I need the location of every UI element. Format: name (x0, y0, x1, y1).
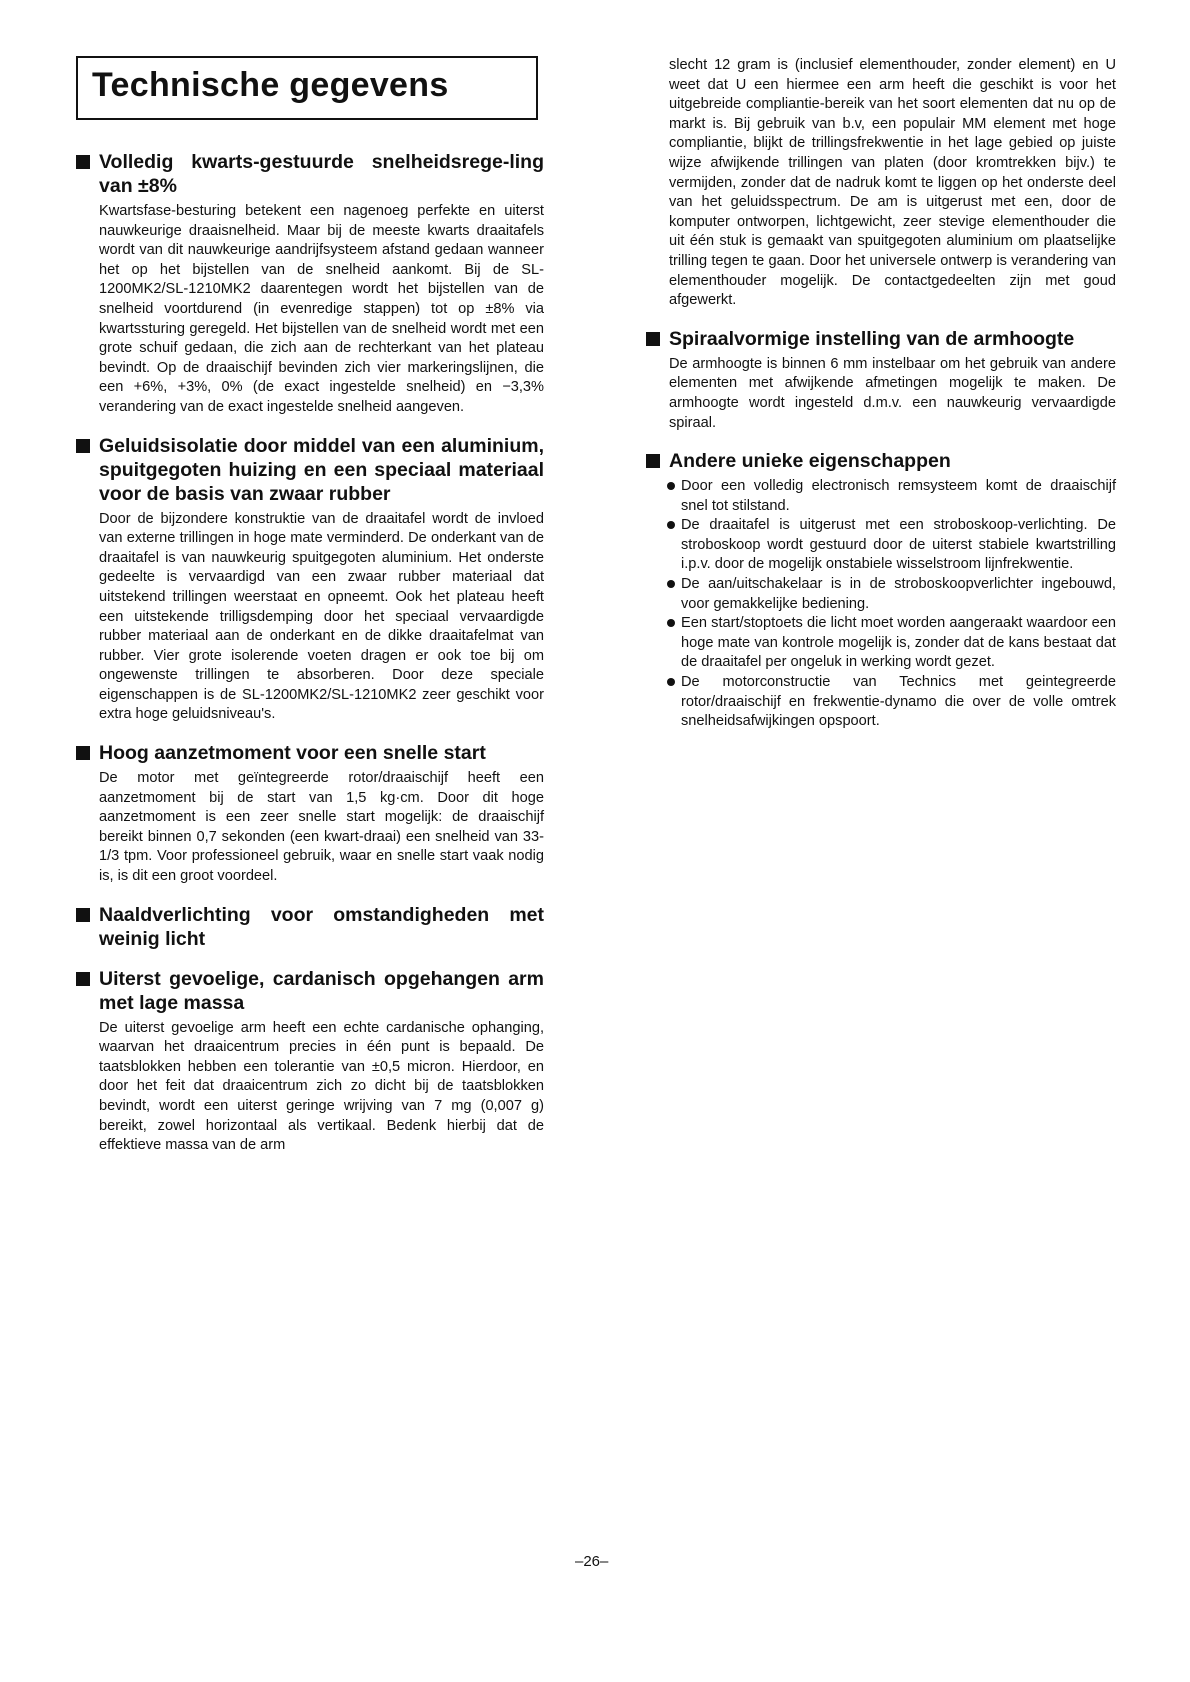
section-arm (76, 967, 544, 1156)
section-heading: Volledig kwarts-gestuurde snelheidsrege-ling van ±8% (99, 151, 544, 197)
right-column (646, 56, 1116, 748)
section-armhoogte (646, 327, 1116, 433)
bullet-dot-icon (667, 619, 675, 627)
section-arm-continued (646, 56, 1116, 311)
list-item: Door een volledig electronisch remsysteem komt de draaischijf snel tot stilstand. (665, 477, 1116, 516)
square-bullet-icon (646, 332, 660, 346)
section-text: Door de bijzondere konstruktie van de draaitafel wordt de invloed van externe trillingen in hoge mate verminderd. De onderkant van de draaitafel is van nauwkeurig spuitgegoten aluminium. Het onderste gedeelte is vervaardigd van een zwaar rubber materiaal dat uitstekend trillingen weerstaat en opneemt. Ook het plateau heeft een uitstekende trilligsdemping door het speciaal vervaardigde rubber materiaal aan de onderkant en de dikke draaitafelmat van rubber. Vier grote isolerende voeten dragen er ook toe bij om ongewenste trillingen te absorberen. Door deze speciale eigenschappen is de SL-1200MK2/SL-1210MK2 zeer geschikt voor extra hoge geluidsniveau's. (99, 510, 544, 723)
section-text: Kwartsfase-besturing betekent een nagenoeg perfekte en uiterst nauwkeurige draaisnelheid. Maar bij de meeste kwarts draaitafels wordt van dit nauwkeurige aandrijfsysteem afstand gedaan wanneer het op het bijstellen van de snelheid aankomt. Bij de SL-1200MK2/SL-1210MK2 daarentegen wordt het bijstellen van de snelheid voortdurend (in evenredige stappen) tot op ±8% via kwartssturing geregeld. Het bijstellen van de snelheid wordt met een grote schuif gedaan, die zich aan de rechterkant van het plateau bevindt. Op de draaischijf bevinden zich vier markeringslijnen, die een +6%, +3%, 0% (de exact ingestelde snelheid) en −3,3% verandering van de exact ingestelde snelheid aangeven. (99, 203, 544, 415)
bullet-dot-icon (667, 580, 675, 588)
square-bullet-icon (76, 908, 90, 922)
square-bullet-icon (76, 972, 90, 986)
section-eigenschappen (646, 449, 1116, 732)
page-number: –26– (575, 1553, 609, 1570)
section-naaldverlichting (76, 903, 544, 951)
page-title: Technische gegevens (92, 66, 449, 104)
section-text: slecht 12 gram is (inclusief elementhouder, zonder element) en U weet dat U een hiermee een arm heeft die geschikt is voor het uitgebreide compliantie-bereik van het soort elementen dat nu op de markt is. Bij gebruik van b.v, een populair MM element met hoge compliantie, blijkt de trillingsfrekwentie in het lage gebied op juiste wijze afwijkende trillingen van platen (door kromtrekken bijv.) te vermijden, zonder dat de nadruk komt te liggen op het onderste deel van het geluidsspectrum. De am is uitgerust met een, door de komputer ontworpen, lichtgewicht, zeer stevige elementhouder die uit één stuk is gemaakt van spuitgegoten aluminium om plaatselijke trilling tegen te gaan. Door het universele ontwerp is verandering van elementhouder mogelijk. De contactgedeelten zijn met goud afgewerkt. (669, 57, 1116, 309)
left-column (76, 150, 544, 1172)
section-heading: Uiterst gevoelige, cardanisch opgehangen arm met lage massa (99, 967, 544, 1014)
bullet-dot-icon (667, 482, 675, 490)
feature-list (646, 477, 1116, 732)
bullet-dot-icon (667, 521, 675, 529)
title-box (76, 56, 538, 120)
square-bullet-icon (76, 746, 90, 760)
section-kwarts (76, 150, 544, 418)
list-item: Een start/stoptoets die licht moet worden aangeraakt waardoor een hoge mate van kontrole mogelijk is, zonder dat de kans bestaat dat de draaitafel per ongeluk in werking wordt gezet. (665, 614, 1116, 673)
section-heading: Geluidsisolatie door middel van een aluminium, spuitgegoten huizing en een speciaal materiaal voor de basis van zwaar rubber (99, 434, 544, 505)
list-item: De aan/uitschakelaar is in de stroboskoopverlichter ingebouwd, voor gemakkelijke bediening. (665, 575, 1116, 614)
section-heading: Hoog aanzetmoment voor een snelle start (99, 742, 486, 765)
bullet-dot-icon (667, 678, 675, 686)
section-text: De uiterst gevoelige arm heeft een echte cardanische ophanging, waarvan het draaicentrum precies in één punt is bepaald. De taatsblokken hebben een tolerantie van ±0,5 micron. Hierdoor, en door het feit dat draaicentrum zich zo dicht bij de taatsblokken bevindt, wordt een uiterst geringe wrijving van 7 mg (0,007 g) bereikt, zowel horizontaal als vertikaal. Bedenk hierbij dat de effektieve massa van de arm (99, 1019, 544, 1154)
square-bullet-icon (646, 454, 660, 468)
section-text: De armhoogte is binnen 6 mm instelbaar om het gebruik van andere elementen met afwijkende afmetingen mogelijk te maken. De armhoogte wordt ingesteld d.m.v. een nauwkeurig vervaardigde spiraal. (669, 355, 1116, 431)
section-heading: Spiraalvormige instelling van de armhoogte (669, 327, 1075, 350)
list-item: De motorconstructie van Technics met geintegreerde rotor/draaischijf en frekwentie-dynamo die over de volle omtrek snelheidsafwijkingen opspoort. (665, 673, 1116, 732)
section-geluidsisolatie (76, 434, 544, 726)
section-heading: Naaldverlichting voor omstandigheden met weinig licht (99, 903, 544, 950)
square-bullet-icon (76, 439, 90, 453)
section-text: De motor met geïntegreerde rotor/draaischijf heeft een aanzetmoment bij de start van 1,5 kg·cm. Door dit hoge aanzetmoment is een zeer snelle start mogelijk: de draaischijf bereikt binnen 0,7 sekonden (een kwart-draai) een snelheid van 33-1/3 tpm. Voor professioneel gebruik, waar en snelle start vaak nodig is, is dit een groot voordeel. (99, 770, 544, 885)
square-bullet-icon (76, 155, 90, 169)
section-aanzetmoment (76, 741, 544, 887)
list-item: De draaitafel is uitgerust met een stroboskoop-verlichting. De stroboskoop wordt gestuurd door de uiterst stabiele kwartstrilling i.p.v. door de mogelijk onstabiele wisselstroom lijnfrekwentie. (665, 516, 1116, 575)
section-heading: Andere unieke eigenschappen (669, 450, 951, 473)
